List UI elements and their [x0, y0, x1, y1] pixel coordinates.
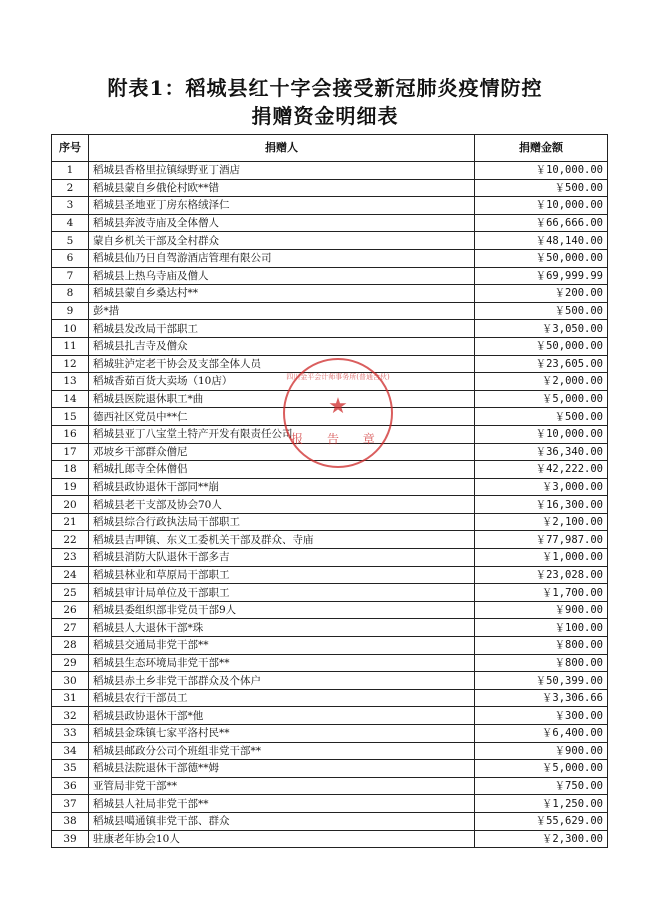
document-title-line-2: 捐赠资金明细表	[251, 104, 399, 128]
table-row	[52, 760, 608, 778]
document-title-line-1: 附表1：稻城县红十字会接受新冠肺炎疫情防控	[107, 76, 543, 100]
row-number: 30	[52, 672, 89, 690]
row-amount: ￥50,399.00	[475, 672, 608, 690]
table-row	[52, 179, 608, 197]
row-donor: 稻城县老干支部及协会70人	[89, 496, 475, 514]
row-number: 20	[52, 496, 89, 514]
row-number: 5	[52, 232, 89, 250]
row-number: 23	[52, 549, 89, 567]
row-donor: 德西社区党员中**仁	[89, 408, 475, 426]
row-donor: 驻康老年协会10人	[89, 830, 475, 848]
row-donor: 稻城县综合行政执法局干部职工	[89, 513, 475, 531]
row-number: 32	[52, 707, 89, 725]
row-donor: 稻城县农行干部员工	[89, 689, 475, 707]
table-row	[52, 549, 608, 567]
row-donor: 稻城县圣地亚丁房东格绒泽仁	[89, 197, 475, 215]
row-amount: ￥800.00	[475, 654, 608, 672]
seal-arc-text: 四川金平会计师事务所(普通合伙)	[286, 373, 390, 381]
row-number: 16	[52, 425, 89, 443]
table-row	[52, 795, 608, 813]
row-amount: ￥10,000.00	[475, 197, 608, 215]
row-amount: ￥23,605.00	[475, 355, 608, 373]
table-row	[52, 566, 608, 584]
row-donor: 稻城县交通局非党干部**	[89, 637, 475, 655]
row-donor: 稻城驻泸定老干协会及支部全体人员	[89, 355, 475, 373]
table-row	[52, 337, 608, 355]
row-number: 13	[52, 373, 89, 391]
row-donor: 稻城县金珠镇七家平洛村民**	[89, 725, 475, 743]
table-row	[52, 320, 608, 338]
table-row	[52, 707, 608, 725]
row-number: 6	[52, 249, 89, 267]
row-donor: 稻城县香格里拉镇绿野亚丁酒店	[89, 162, 475, 180]
row-amount: ￥2,300.00	[475, 830, 608, 848]
row-amount: ￥55,629.00	[475, 812, 608, 830]
table-row	[52, 478, 608, 496]
row-donor: 稻城县政协退休干部*他	[89, 707, 475, 725]
row-donor: 稻城县仙乃日自驾游酒店管理有限公司	[89, 249, 475, 267]
row-amount: ￥77,987.00	[475, 531, 608, 549]
row-donor: 稻城县消防大队退休干部多吉	[89, 549, 475, 567]
table-row	[52, 777, 608, 795]
row-amount: ￥16,300.00	[475, 496, 608, 514]
table-row	[52, 742, 608, 760]
table-row	[52, 267, 608, 285]
row-donor: 稻城扎郎寺全体僧侣	[89, 461, 475, 479]
row-number: 26	[52, 601, 89, 619]
row-amount: ￥36,340.00	[475, 443, 608, 461]
row-number: 35	[52, 760, 89, 778]
table-row	[52, 830, 608, 848]
row-amount: ￥23,028.00	[475, 566, 608, 584]
row-number: 22	[52, 531, 89, 549]
row-number: 33	[52, 725, 89, 743]
table-row	[52, 197, 608, 215]
row-amount: ￥900.00	[475, 601, 608, 619]
table-row	[52, 672, 608, 690]
row-donor: 稻城县医院退休职工*曲	[89, 390, 475, 408]
row-number: 1	[52, 162, 89, 180]
row-amount: ￥10,000.00	[475, 425, 608, 443]
row-number: 14	[52, 390, 89, 408]
row-donor: 稻城县上热乌寺庙及僧人	[89, 267, 475, 285]
row-amount: ￥500.00	[475, 302, 608, 320]
row-amount: ￥69,999.99	[475, 267, 608, 285]
donation-table	[51, 134, 608, 848]
row-donor: 邓坡乡干部群众僧尼	[89, 443, 475, 461]
row-number: 27	[52, 619, 89, 637]
row-number: 3	[52, 197, 89, 215]
row-number: 38	[52, 812, 89, 830]
row-number: 9	[52, 302, 89, 320]
row-number: 37	[52, 795, 89, 813]
table-row	[52, 285, 608, 303]
table-row	[52, 619, 608, 637]
row-number: 24	[52, 566, 89, 584]
row-donor: 稻城县扎吉寺及僧众	[89, 337, 475, 355]
row-amount: ￥3,000.00	[475, 478, 608, 496]
table-row	[52, 812, 608, 830]
row-donor: 稻城县蒙自乡桑达村**	[89, 285, 475, 303]
header-donor: 捐赠人	[89, 135, 475, 162]
row-number: 19	[52, 478, 89, 496]
row-number: 25	[52, 584, 89, 602]
row-amount: ￥1,000.00	[475, 549, 608, 567]
row-donor: 稻城县委组织部非党员干部9人	[89, 601, 475, 619]
table-body	[52, 162, 608, 848]
row-donor: 稻城县赤土乡非党干部群众及个体户	[89, 672, 475, 690]
row-amount: ￥100.00	[475, 619, 608, 637]
row-number: 12	[52, 355, 89, 373]
table-row	[52, 513, 608, 531]
row-number: 11	[52, 337, 89, 355]
table-row	[52, 214, 608, 232]
row-donor: 蒙自乡机关干部及全村群众	[89, 232, 475, 250]
row-amount: ￥50,000.00	[475, 249, 608, 267]
row-amount: ￥200.00	[475, 285, 608, 303]
row-amount: ￥50,000.00	[475, 337, 608, 355]
row-number: 39	[52, 830, 89, 848]
row-donor: 稻城县人大退休干部*珠	[89, 619, 475, 637]
row-number: 8	[52, 285, 89, 303]
row-donor: 亚管局非党干部**	[89, 777, 475, 795]
row-amount: ￥500.00	[475, 408, 608, 426]
row-number: 18	[52, 461, 89, 479]
row-donor: 稻城县林业和草原局干部职工	[89, 566, 475, 584]
seal-text: 报 告 章	[291, 432, 385, 446]
row-amount: ￥1,700.00	[475, 584, 608, 602]
row-amount: ￥48,140.00	[475, 232, 608, 250]
table-row	[52, 232, 608, 250]
row-amount: ￥750.00	[475, 777, 608, 795]
row-donor: 彭*措	[89, 302, 475, 320]
table-row	[52, 654, 608, 672]
row-donor: 稻城县审计局单位及干部职工	[89, 584, 475, 602]
table-row	[52, 496, 608, 514]
table-row	[52, 531, 608, 549]
row-amount: ￥800.00	[475, 637, 608, 655]
row-amount: ￥3,306.66	[475, 689, 608, 707]
row-number: 21	[52, 513, 89, 531]
table-row	[52, 302, 608, 320]
table-row	[52, 725, 608, 743]
row-amount: ￥42,222.00	[475, 461, 608, 479]
row-number: 31	[52, 689, 89, 707]
table-row	[52, 637, 608, 655]
row-amount: ￥6,400.00	[475, 725, 608, 743]
row-amount: ￥1,250.00	[475, 795, 608, 813]
row-number: 36	[52, 777, 89, 795]
row-amount: ￥5,000.00	[475, 390, 608, 408]
header-no: 序号	[52, 135, 89, 162]
row-amount: ￥2,000.00	[475, 373, 608, 391]
table-row	[52, 689, 608, 707]
table-row	[52, 584, 608, 602]
row-number: 10	[52, 320, 89, 338]
seal-star-icon: ★	[328, 394, 348, 419]
row-number: 2	[52, 179, 89, 197]
row-donor: 稻城县法院退休干部德**姆	[89, 760, 475, 778]
row-donor: 稻城县邮政分公司个班组非党干部**	[89, 742, 475, 760]
row-number: 17	[52, 443, 89, 461]
table-row	[52, 601, 608, 619]
row-donor: 稻城县政协退休干部同**崩	[89, 478, 475, 496]
row-donor: 稻城县发改局干部职工	[89, 320, 475, 338]
row-number: 7	[52, 267, 89, 285]
header-amount: 捐赠金额	[475, 135, 608, 162]
table-header-row	[52, 135, 608, 162]
row-donor: 稻城县吉呷镇、东义工委机关干部及群众、寺庙	[89, 531, 475, 549]
table-row	[52, 162, 608, 180]
official-seal	[283, 358, 393, 468]
row-donor: 稻城县生态环境局非党干部**	[89, 654, 475, 672]
row-amount: ￥3,050.00	[475, 320, 608, 338]
row-number: 34	[52, 742, 89, 760]
row-donor: 稻城县噶通镇非党干部、群众	[89, 812, 475, 830]
row-amount: ￥500.00	[475, 179, 608, 197]
row-amount: ￥5,000.00	[475, 760, 608, 778]
row-amount: ￥300.00	[475, 707, 608, 725]
row-amount: ￥2,100.00	[475, 513, 608, 531]
row-amount: ￥10,000.00	[475, 162, 608, 180]
row-number: 29	[52, 654, 89, 672]
row-number: 28	[52, 637, 89, 655]
row-amount: ￥66,666.00	[475, 214, 608, 232]
row-donor: 稻城县亚丁八宝堂土特产开发有限责任公司	[89, 425, 475, 443]
row-donor: 稻城县人社局非党干部**	[89, 795, 475, 813]
row-donor: 稻城县蒙自乡俄伦村欧**错	[89, 179, 475, 197]
row-donor: 稻城县奔波寺庙及全体僧人	[89, 214, 475, 232]
row-amount: ￥900.00	[475, 742, 608, 760]
table-row	[52, 249, 608, 267]
row-number: 15	[52, 408, 89, 426]
row-donor: 稻城香茹百货大卖场（10店）	[89, 373, 475, 391]
row-number: 4	[52, 214, 89, 232]
